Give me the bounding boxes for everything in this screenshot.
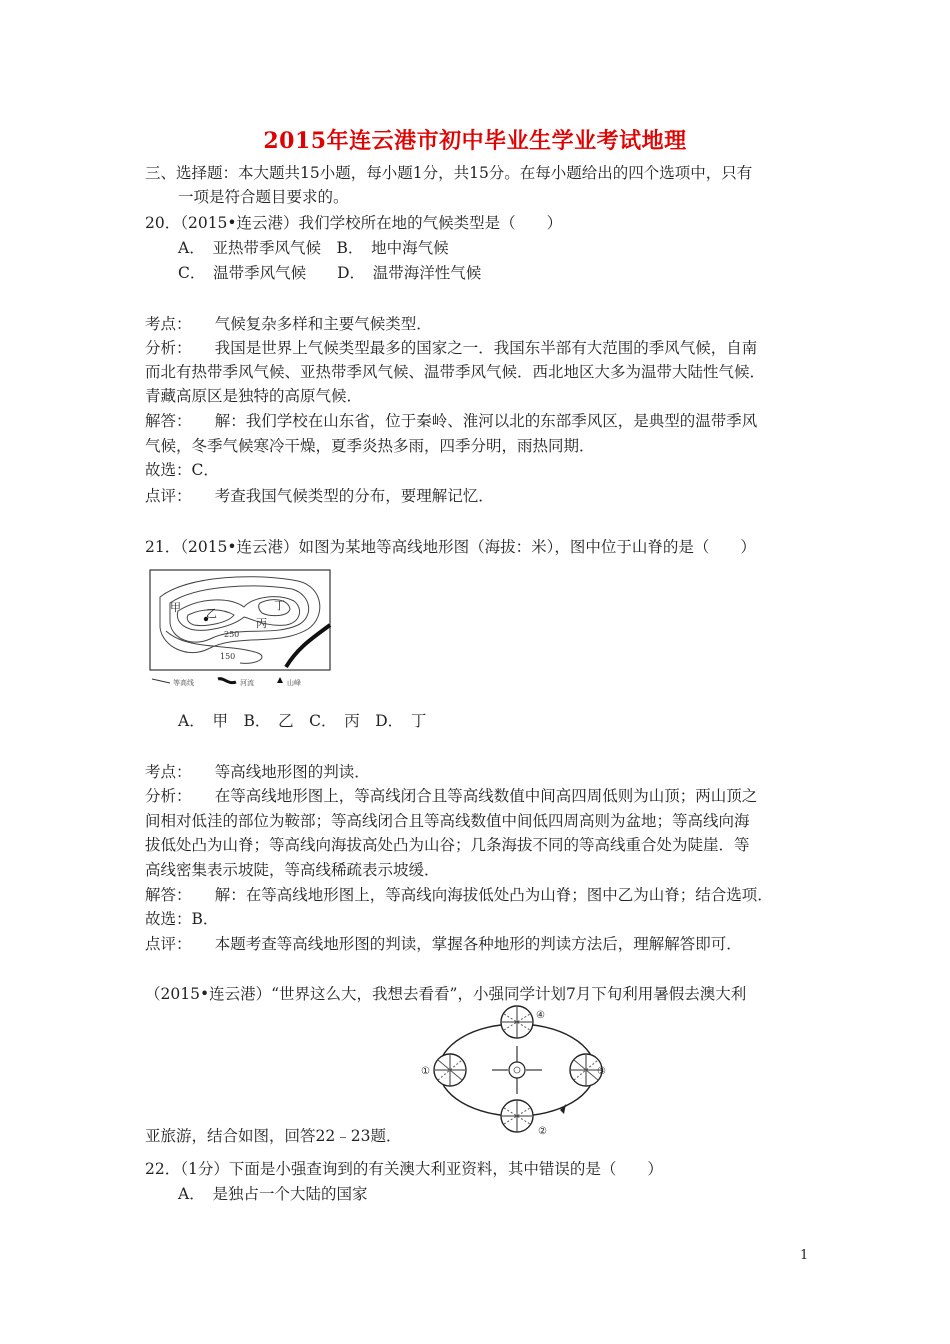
legend-river-symbol — [218, 679, 236, 683]
orbit-label-3: ③ — [597, 1066, 606, 1077]
q20-kaodian: 考点： 气候复杂多样和主要气候类型． — [145, 315, 432, 333]
orbit-label-4: ④ — [536, 1010, 545, 1021]
q21-kaodian: 考点： 等高线地形图的判读． — [145, 763, 370, 781]
legend-river-label: 河流 — [240, 679, 254, 687]
q21-stem: 21．（2015•连云港）如图为某地等高线地形图（海拔：米），图中位于山脊的是（ ） — [145, 538, 756, 556]
q20-dianping: 点评： 考查我国气候类型的分布，要理解记忆． — [145, 487, 494, 505]
section-instruction-line2: 一项是符合题目要求的。 — [178, 188, 349, 206]
q22-option-a: A． 是独占一个大陆的国家 — [178, 1185, 368, 1203]
q20-fenxi-line3: 青藏高原区是独特的高原气候． — [145, 387, 363, 405]
q21-dianping: 点评： 本题考查等高线地形图的判读，掌握各种地形的判读方法后，理解解答即可． — [145, 935, 742, 953]
contour-label-150: 150 — [220, 652, 236, 661]
legend-contour-label: 等高线 — [173, 679, 194, 687]
label-yi: 乙 — [206, 607, 217, 620]
q21-options: A． 甲 B． 乙 C． 丙 D． 丁 — [178, 712, 427, 730]
earth-position-4 — [501, 1006, 533, 1038]
q22-23-intro-line1: （2015•连云港）“世界这么大，我想去看看”，小强同学计划7月下旬利用暑假去澳大利 — [145, 985, 747, 1003]
legend-peak-label: 山峰 — [287, 679, 301, 687]
page-title: 2015年连云港市初中毕业生学业考试地理 — [263, 128, 687, 154]
contour-label-250: 250 — [224, 630, 240, 639]
orbit-label-2: ② — [538, 1126, 547, 1137]
q20-options-row1: A． 亚热带季风气候 B． 地中海气候 — [178, 239, 449, 257]
orbit-arrow-bottom — [560, 1104, 566, 1114]
earth-position-1 — [434, 1054, 466, 1086]
section-instruction-line1: 三、选择题：本大题共15小题，每小题1分，共15分。在每小题给出的四个选项中，只有 — [145, 164, 753, 182]
q20-jieda-line1: 解答： 解：我们学校在山东省，位于秦岭、淮河以北的东部季风区，是典型的温带季风 — [145, 412, 758, 430]
page-number: 1 — [800, 1248, 809, 1263]
earth-position-2 — [501, 1100, 533, 1132]
q21-answer: 故选：B． — [145, 910, 219, 928]
q20-options-row2: C． 温带季风气候 D． 温带海洋性气候 — [178, 264, 482, 282]
q21-fenxi-line1: 分析： 在等高线地形图上，等高线闭合且等高线数值中间高四周低则为山顶；两山顶之 — [145, 787, 758, 805]
legend-contour-symbol — [152, 679, 170, 683]
legend-peak-symbol — [277, 677, 283, 683]
label-bing: 丙 — [256, 617, 267, 630]
q21-fenxi-line3: 拔低处凸为山脊；等高线向海拔高处凸为山谷；几条海拔不同的等高线重合处为陡崖．等 — [145, 836, 750, 854]
q21-fenxi-line4: 高线密集表示坡陡，等高线稀疏表示坡缓． — [145, 861, 440, 879]
q21-fenxi-line2: 间相对低洼的部位为鞍部；等高线闭合且等高线数值中间低四周高则为盆地；等高线向海 — [145, 812, 750, 830]
sun — [509, 1062, 525, 1078]
orbit-label-1: ① — [421, 1066, 430, 1077]
q20-answer: 故选：C． — [145, 461, 219, 479]
contour-map-figure — [148, 567, 334, 689]
q22-stem: 22．（1分）下面是小强查询到的有关澳大利亚资料，其中错误的是（ ） — [145, 1160, 663, 1178]
q20-stem: 20．（2015•连云港）我们学校所在地的气候类型是（ ） — [145, 214, 563, 232]
q21-jieda: 解答： 解：在等高线地形图上，等高线向海拔低处凸为山脊；图中乙为山脊；结合选项． — [145, 886, 773, 904]
earth-orbit-figure — [416, 1004, 610, 1138]
q20-fenxi-line1: 分析： 我国是世界上气候类型最多的国家之一．我国东半部有大范围的季风气候，自南 — [145, 339, 758, 357]
q20-jieda-line2: 气候，冬季气候寒冷干燥，夏季炎热多雨，四季分明，雨热同期． — [145, 437, 595, 455]
q22-23-intro-line2: 亚旅游，结合如图，回答22﹣23题． — [145, 1127, 402, 1145]
q20-fenxi-line2: 而北有热带季风气候、亚热带季风气候、温带季风气候．西北地区大多为温带大陆性气候． — [145, 363, 766, 381]
label-ding: 丁 — [274, 599, 285, 612]
label-jia: 甲 — [170, 601, 181, 614]
